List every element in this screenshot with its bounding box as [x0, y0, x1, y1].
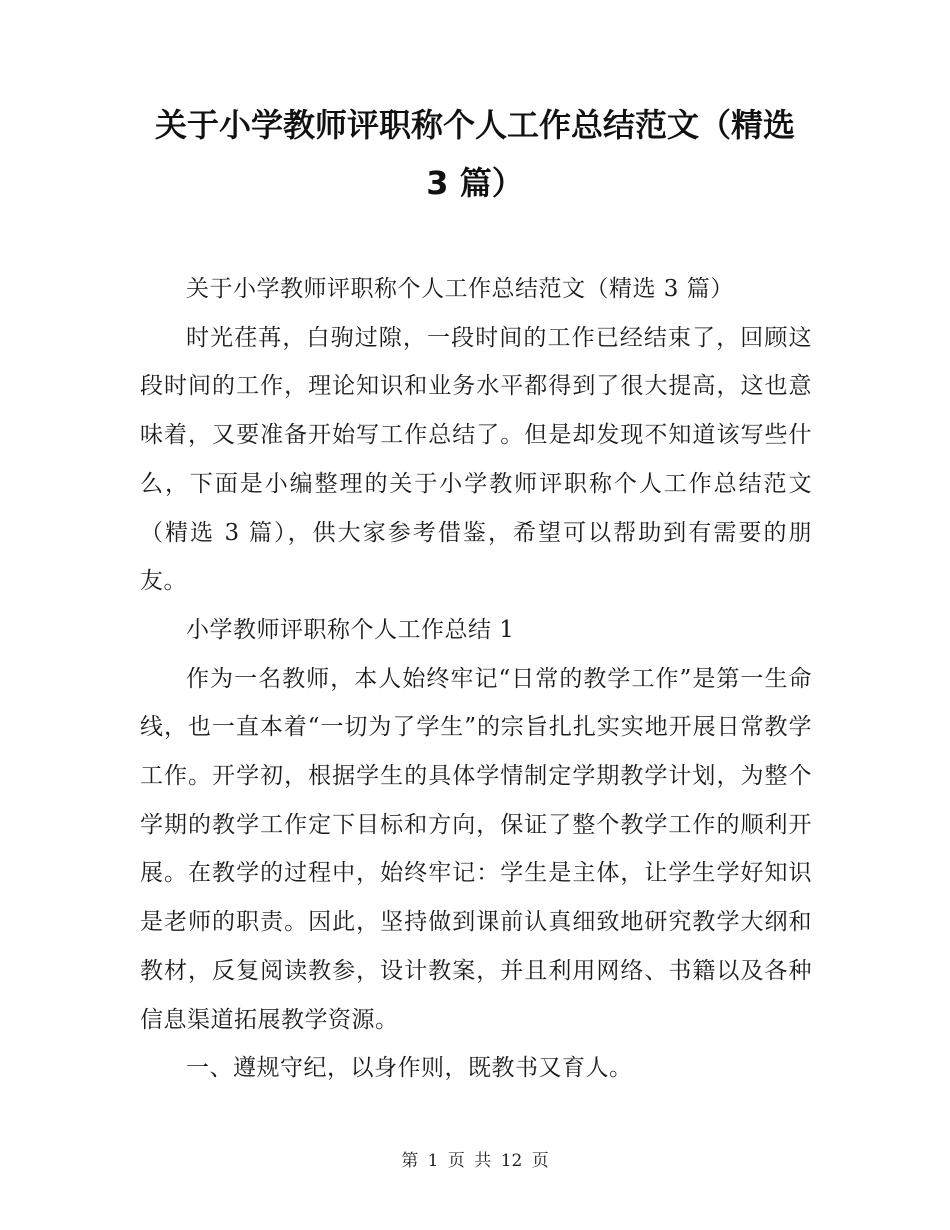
document-body: [140, 265, 812, 1093]
section-paragraph-1: 作为一名教师，本人始终牢记“日常的教学工作”是第一生命线，也一直本着“一切为了学生”的宗旨扎扎实实地开展日常教学工作。开学初，根据学生的具体学情制定学期教学计划，为整个学期的教学工作定下目标和方向，保证了整个教学工作的顺利开展。在教学的过程中，始终牢记：学生是主体，让学生学好知识是老师的职责。因此，坚持做到课前认真细致地研究教学大纲和教材，反复阅读教参，设计教案，并且利用网络、书籍以及各种信息渠道拓展教学资源。: [140, 665, 812, 1033]
page-number-footer: 第 1 页 共 12 页: [401, 1151, 549, 1171]
subsection-heading-1: 一、遵规守纪，以身作则，既教书又育人。: [186, 1055, 633, 1082]
document-title: 关于小学教师评职称个人工作总结范文（精选 3 篇）: [154, 106, 795, 202]
intro-paragraph: 时光荏苒，白驹过隙，一段时间的工作已经结束了，回顾这段时间的工作，理论知识和业务水平都得到了很大提高，这也意味着，又要准备开始写工作总结了。但是却发现不知道该写些什么，下面是小编整理的关于小学教师评职称个人工作总结范文（精选 3 篇），供大家参考借鉴，希望可以帮助到有需要的朋友。: [140, 324, 812, 595]
intro-heading: 关于小学教师评职称个人工作总结范文（精选 3 篇）: [186, 276, 734, 302]
section-heading-1: 小学教师评职称个人工作总结 1: [186, 616, 515, 643]
